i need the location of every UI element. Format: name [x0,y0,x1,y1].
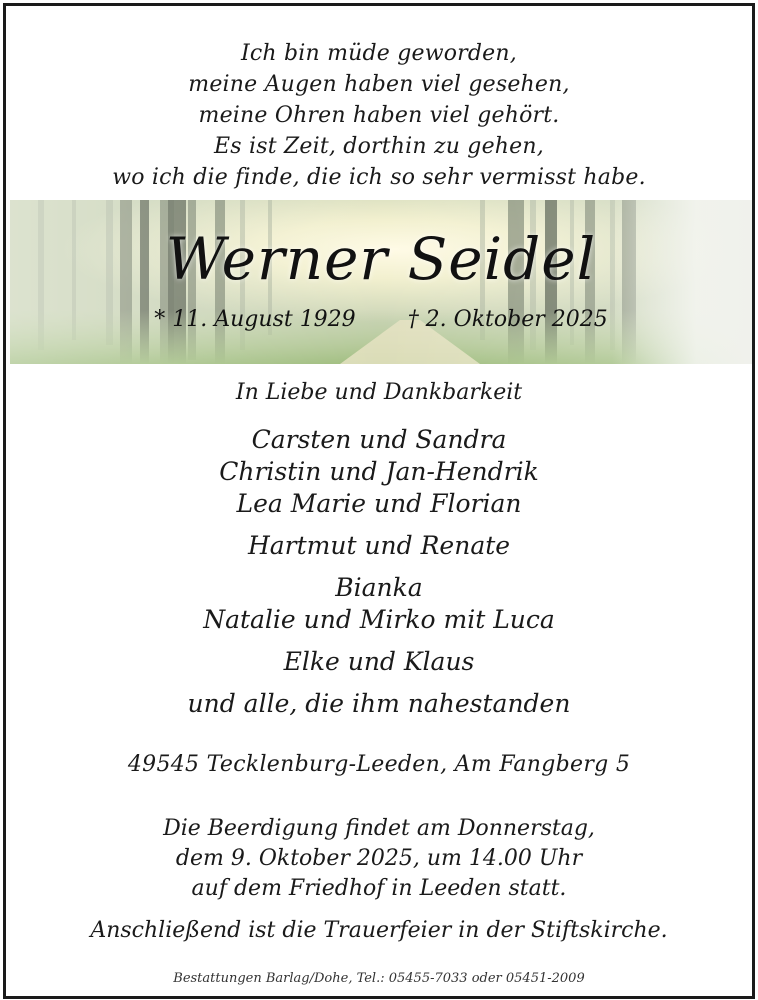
funeral-line: auf dem Friedhof in Leeden statt. [191,876,567,901]
undertaker-footer: Bestattungen Barlag/Dohe, Tel.: 05455-7033 oder 05451-2009 [173,971,585,986]
death-date: † 2. Oktober 2025 [407,307,608,332]
mourner-group [6,688,752,720]
funeral-details [6,814,752,904]
thanks-line: In Liebe und Dankbarkeit [235,380,523,405]
poem-line: Es ist Zeit, dorthin zu gehen, [214,134,544,159]
poem-line: Ich bin müde geworden, [241,41,517,66]
after-service-note: Anschließend ist die Trauerfeier in der Stiftskirche. [90,918,668,943]
mourner-name: Bianka [335,573,423,602]
mourner-group [6,572,752,636]
mourner-name: und alle, die ihm nahestanden [187,689,571,718]
address: 49545 Tecklenburg-Leeden, Am Fangberg 5 [127,752,631,777]
mourner-name: Hartmut und Renate [247,531,511,560]
mourner-name: Carsten und Sandra [251,425,507,454]
forest-banner [10,200,752,364]
poem-line: meine Ohren haben viel gehört. [198,103,560,128]
mourner-name: Natalie und Mirko mit Luca [203,605,555,634]
mourner-name: Christin und Jan-Hendrik [219,457,539,486]
mourner-name: Lea Marie und Florian [236,489,522,518]
funeral-line: Die Beerdigung findet am Donnerstag, [163,816,595,841]
deceased-name: Werner Seidel [165,225,597,293]
obituary-frame [3,3,755,999]
poem-line: wo ich die finde, die ich so sehr vermisst habe. [112,165,646,190]
mourners-list [6,424,752,730]
poem [6,38,752,193]
birth-date: * 11. August 1929 [154,307,356,332]
mourner-name: Elke und Klaus [283,647,475,676]
poem-line: meine Augen haben viel gesehen, [188,72,570,97]
mourner-group [6,530,752,562]
mourner-group [6,646,752,678]
mourner-group [6,424,752,520]
funeral-line: dem 9. Oktober 2025, um 14.00 Uhr [175,846,583,871]
life-dates [10,306,752,334]
